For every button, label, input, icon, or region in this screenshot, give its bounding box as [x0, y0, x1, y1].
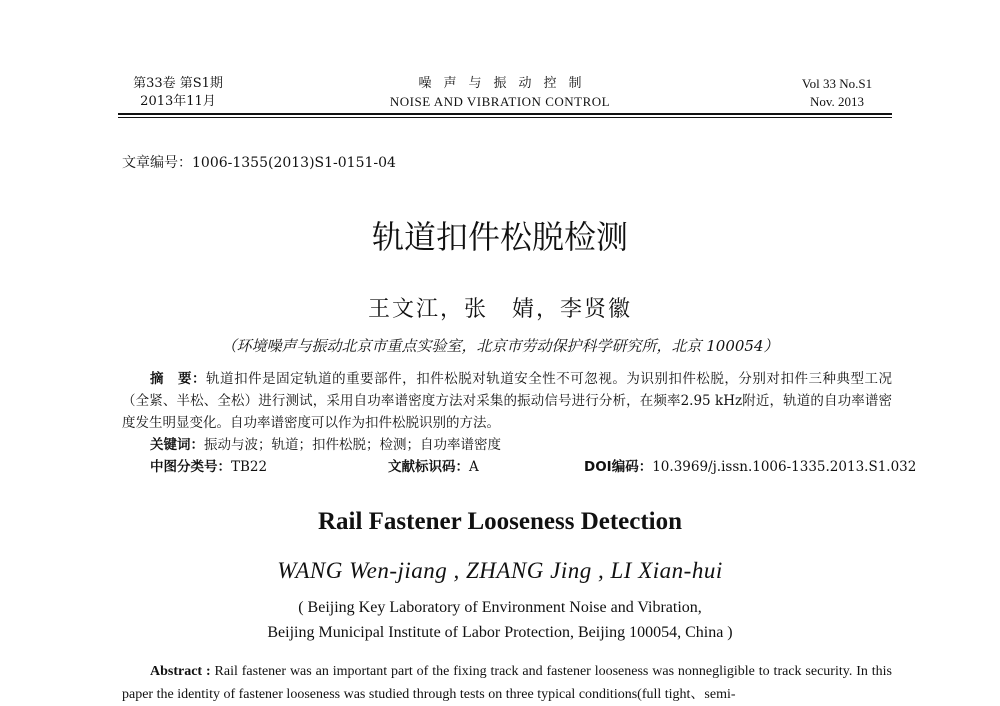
doi-label: DOI编码： [584, 459, 653, 475]
keywords-cn-text: 振动与波；轨道；扣件松脱；检测；自功率谱密度 [204, 437, 501, 453]
header-rule-thin [118, 117, 892, 118]
header-rule-thick [118, 113, 892, 115]
article-number-label: 文章编号： [122, 155, 192, 171]
document-code-value: A [469, 459, 479, 475]
keywords-cn [150, 434, 501, 456]
affiliation-en-line1: ( Beijing Key Laboratory of Environment Noise and Vibration, [298, 599, 702, 616]
clc-number [150, 456, 267, 478]
document-code [388, 456, 479, 478]
abstract-cn-text: 轨道扣件是固定轨道的重要部件，扣件松脱对轨道安全性不可忽视。为识别扣件松脱，分别对扣件三种典型工况（全紧、半松、全松）进行测试，采用自功率谱密度方法对采集的振动信号进行分析，在频率2.95 kHz附近，轨道的自功率谱密度发生明显变化。自功率谱密度可以作为扣件松脱识别的方法。 [122, 371, 893, 431]
article-number [122, 152, 396, 172]
volume-issue-cn: 第33卷 第S1期 [133, 76, 223, 91]
abstract-cn [122, 368, 892, 434]
clc-value: TB22 [231, 459, 268, 475]
affiliation-cn: （环境噪声与振动北京市重点实验室，北京市劳动保护科学研究所，北京 100054） [221, 337, 779, 355]
paper-title-cn: 轨道扣件松脱检测 [371, 218, 628, 256]
affiliation-en-line2: Beijing Municipal Institute of Labor Protection, Beijing 100054, China ) [267, 624, 733, 641]
abstract-en-label: Abstract : [150, 664, 211, 679]
publication-date-cn: 2013年11月 [140, 94, 216, 109]
abstract-en [122, 660, 892, 706]
doi [584, 456, 916, 478]
paper-title-en: Rail Fastener Looseness Detection [317, 508, 683, 535]
clc-label: 中图分类号： [150, 459, 231, 475]
publication-date-en: Nov. 2013 [809, 94, 865, 109]
doi-value: 10.3969/j.issn.1006-1335.2013.S1.032 [652, 459, 917, 475]
journal-name [350, 75, 650, 111]
volume-issue-en: Vol 33 No.S1 [801, 76, 873, 91]
document-code-label: 文献标识码： [388, 459, 469, 475]
journal-name-cn: 噪声与振动控制 [418, 76, 594, 91]
authors-cn: 王文江，张 婧，李贤徽 [367, 297, 632, 322]
abstract-cn-label: 摘 要： [150, 371, 207, 387]
journal-volume-issue-en [792, 75, 882, 111]
keywords-cn-label: 关键词： [150, 437, 204, 453]
abstract-en-text: Rail fastener was an important part of the fixing track and fastener looseness was nonnegligible to track security. In this paper the identity of fastener looseness was studied through tests on three typical conditions(full tight、semi- [122, 664, 892, 702]
authors-en: WANG Wen-jiang , ZHANG Jing , LI Xian-hui [277, 558, 723, 583]
article-number-value: 1006-1355(2013)S1-0151-04 [192, 155, 396, 171]
journal-name-en: NOISE AND VIBRATION CONTROL [389, 94, 611, 109]
journal-volume-issue [118, 75, 238, 111]
